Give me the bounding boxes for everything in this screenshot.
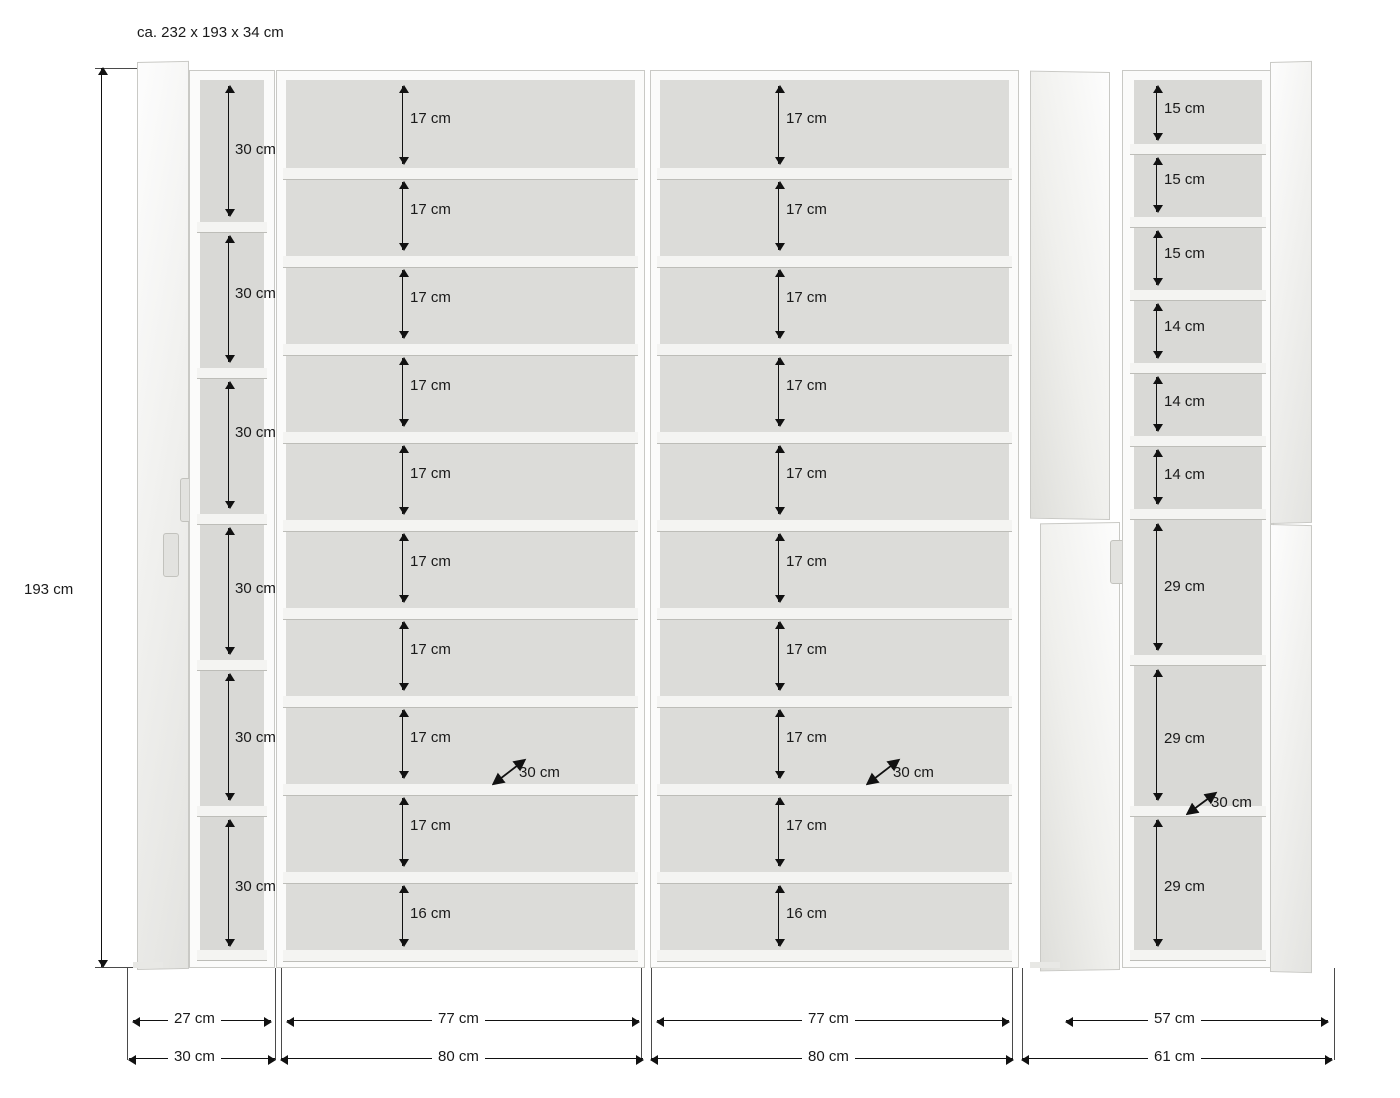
inner-width-4-label: 57 cm: [1148, 1010, 1201, 1027]
r-dim-9-arrow: [1156, 820, 1157, 946]
right-outer-lower-panel[interactable]: [1270, 524, 1312, 973]
r-dim-7-arrow: [1156, 524, 1157, 650]
ext-tick-d: [641, 968, 642, 1060]
center-left-shelf-8: [283, 784, 638, 795]
cl-dim-8-arrow: [402, 710, 403, 778]
overall-height-label: 193 cm: [24, 581, 74, 598]
center-right-shelf-bottom: [657, 950, 1012, 961]
cr-dim-6-label: 17 cm: [786, 553, 827, 570]
center-left-shelf-5: [283, 520, 638, 531]
center-right-shelf-4: [657, 432, 1012, 443]
r-dim-2-label: 15 cm: [1164, 171, 1205, 188]
r-dim-8-arrow: [1156, 670, 1157, 800]
cr-dim-3-label: 17 cm: [786, 289, 827, 306]
left-dim-3-label: 30 cm: [235, 424, 276, 441]
cr-dim-7-label: 17 cm: [786, 641, 827, 658]
inner-width-2-label: 77 cm: [432, 1010, 485, 1027]
cl-dim-6-label: 17 cm: [410, 553, 451, 570]
right-depth-label: 30 cm: [1211, 794, 1252, 811]
cr-dim-5-arrow: [778, 446, 779, 514]
cl-dim-2-arrow: [402, 182, 403, 250]
ext-tick-e: [651, 968, 652, 1060]
left-dim-2-label: 30 cm: [235, 285, 276, 302]
left-shelf-4: [197, 660, 267, 670]
cr-dim-6-arrow: [778, 534, 779, 602]
left-dim-4-label: 30 cm: [235, 580, 276, 597]
left-dim-5-arrow: [228, 674, 229, 800]
right-cabinet-upper-door[interactable]: [1030, 71, 1110, 520]
cr-dim-7-arrow: [778, 622, 779, 690]
ext-tick-c: [281, 968, 282, 1060]
r-dim-1-label: 15 cm: [1164, 100, 1205, 117]
cl-dim-10-arrow: [402, 886, 403, 946]
cl-dim-3-arrow: [402, 270, 403, 338]
left-dim-3-arrow: [228, 382, 229, 508]
cl-dim-4-label: 17 cm: [410, 377, 451, 394]
left-dim-5-label: 30 cm: [235, 729, 276, 746]
cl-dim-8-label: 17 cm: [410, 729, 451, 746]
cr-dim-10-arrow: [778, 886, 779, 946]
left-dim-6-label: 30 cm: [235, 878, 276, 895]
cr-dim-2-arrow: [778, 182, 779, 250]
inner-width-3-label: 77 cm: [802, 1010, 855, 1027]
right-foot: [1030, 962, 1060, 968]
r-dim-6-arrow: [1156, 450, 1157, 504]
cr-dim-5-label: 17 cm: [786, 465, 827, 482]
center-right-shelf-6: [657, 608, 1012, 619]
center-left-shelf-9: [283, 872, 638, 883]
center-left-shelf-2: [283, 256, 638, 267]
left-dim-1-arrow: [228, 86, 229, 216]
left-dim-6-arrow: [228, 820, 229, 946]
center-left-shelf-4: [283, 432, 638, 443]
r-dim-8-label: 29 cm: [1164, 730, 1205, 747]
cr-dim-9-label: 17 cm: [786, 817, 827, 834]
center-right-depth-label: 30 cm: [893, 764, 934, 781]
center-right-shelf-7: [657, 696, 1012, 707]
cl-dim-9-arrow: [402, 798, 403, 866]
cr-dim-4-arrow: [778, 358, 779, 426]
r-dim-5-label: 14 cm: [1164, 393, 1205, 410]
center-left-shelf-3: [283, 344, 638, 355]
r-dim-7-label: 29 cm: [1164, 578, 1205, 595]
center-left-depth-label: 30 cm: [519, 764, 560, 781]
cl-dim-10-label: 16 cm: [410, 905, 451, 922]
outer-width-3-label: 80 cm: [802, 1048, 855, 1065]
center-left-shelf-bottom: [283, 950, 638, 961]
left-dim-1-label: 30 cm: [235, 141, 276, 158]
cr-dim-9-arrow: [778, 798, 779, 866]
r-dim-2-arrow: [1156, 158, 1157, 212]
right-shelf-2: [1130, 217, 1266, 227]
center-left-shelf-7: [283, 696, 638, 707]
cl-dim-4-arrow: [402, 358, 403, 426]
cl-dim-5-arrow: [402, 446, 403, 514]
right-cabinet-lower-door[interactable]: [1040, 522, 1120, 971]
right-shelf-7: [1130, 655, 1266, 665]
right-shelf-bottom: [1130, 950, 1266, 960]
cl-dim-7-label: 17 cm: [410, 641, 451, 658]
r-dim-4-label: 14 cm: [1164, 318, 1205, 335]
ext-tick-b: [275, 968, 276, 1060]
r-dim-3-label: 15 cm: [1164, 245, 1205, 262]
left-shelf-bottom: [197, 950, 267, 960]
center-right-shelf-8: [657, 784, 1012, 795]
center-right-shelf-2: [657, 256, 1012, 267]
left-dim-2-arrow: [228, 236, 229, 362]
r-dim-1-arrow: [1156, 86, 1157, 140]
left-shelf-1: [197, 222, 267, 232]
cr-dim-2-label: 17 cm: [786, 201, 827, 218]
left-shelf-5: [197, 806, 267, 816]
cr-dim-10-label: 16 cm: [786, 905, 827, 922]
ext-tick-a: [127, 968, 128, 1060]
left-dim-4-arrow: [228, 528, 229, 654]
cr-dim-1-label: 17 cm: [786, 110, 827, 127]
cl-dim-1-label: 17 cm: [410, 110, 451, 127]
center-left-shelf-6: [283, 608, 638, 619]
cl-dim-5-label: 17 cm: [410, 465, 451, 482]
right-shelf-1: [1130, 144, 1266, 154]
outer-width-4-label: 61 cm: [1148, 1048, 1201, 1065]
cl-dim-2-label: 17 cm: [410, 201, 451, 218]
right-shelf-5: [1130, 436, 1266, 446]
center-right-back: [660, 80, 1009, 958]
ext-tick-g: [1022, 968, 1023, 1060]
overall-height-arrow: [101, 68, 102, 967]
cr-dim-4-label: 17 cm: [786, 377, 827, 394]
left-door-handle-lower[interactable]: [163, 533, 179, 577]
cr-dim-8-arrow: [778, 710, 779, 778]
center-right-shelf-5: [657, 520, 1012, 531]
center-right-shelf-1: [657, 168, 1012, 179]
right-shelf-3: [1130, 290, 1266, 300]
cr-dim-1-arrow: [778, 86, 779, 164]
right-shelf-4: [1130, 363, 1266, 373]
ext-tick-h: [1334, 968, 1335, 1060]
cl-dim-1-arrow: [402, 86, 403, 164]
left-shelf-3: [197, 514, 267, 524]
cl-dim-3-label: 17 cm: [410, 289, 451, 306]
r-dim-6-label: 14 cm: [1164, 466, 1205, 483]
r-dim-9-label: 29 cm: [1164, 878, 1205, 895]
cl-dim-6-arrow: [402, 534, 403, 602]
overall-dimensions-title: ca. 232 x 193 x 34 cm: [137, 24, 284, 41]
right-outer-upper-panel[interactable]: [1270, 61, 1312, 524]
outer-width-1-label: 30 cm: [168, 1048, 221, 1065]
cl-dim-9-label: 17 cm: [410, 817, 451, 834]
left-foot: [133, 962, 163, 968]
center-left-shelf-1: [283, 168, 638, 179]
r-dim-5-arrow: [1156, 377, 1157, 431]
r-dim-4-arrow: [1156, 304, 1157, 358]
right-shelf-6: [1130, 509, 1266, 519]
center-right-shelf-3: [657, 344, 1012, 355]
r-dim-3-arrow: [1156, 231, 1157, 285]
outer-width-2-label: 80 cm: [432, 1048, 485, 1065]
center-right-shelf-9: [657, 872, 1012, 883]
inner-width-1-label: 27 cm: [168, 1010, 221, 1027]
left-shelf-2: [197, 368, 267, 378]
center-left-back: [286, 80, 635, 958]
ext-tick-f: [1012, 968, 1013, 1060]
cl-dim-7-arrow: [402, 622, 403, 690]
cr-dim-8-label: 17 cm: [786, 729, 827, 746]
cr-dim-3-arrow: [778, 270, 779, 338]
